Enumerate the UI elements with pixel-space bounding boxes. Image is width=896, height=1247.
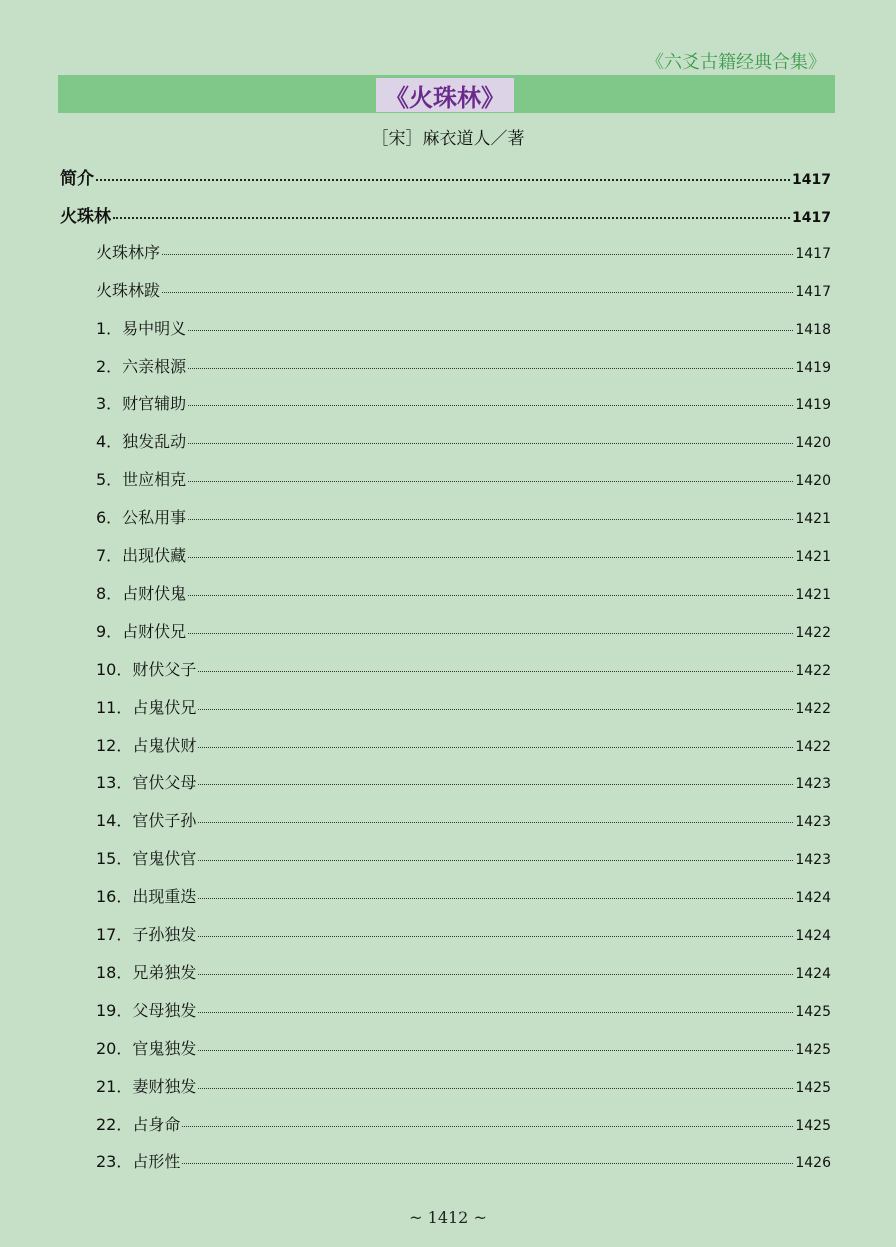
toc-entry-label: 1．易中明义 [96,318,187,338]
toc-entry-page: 1425 [795,1117,831,1134]
toc-dot-leader [188,480,793,482]
toc-entry[interactable] [96,354,831,377]
toc-dot-leader [198,973,793,975]
toc-entry[interactable] [96,998,831,1021]
toc-entry-page: 1417 [795,245,831,262]
toc-dot-leader [198,859,793,861]
toc-entry-page: 1417 [792,209,831,226]
toc-entry[interactable] [96,884,831,907]
toc-entry-label: 18．兄弟独发 [96,962,197,982]
toc-entry-label: 2．六亲根源 [96,356,187,376]
toc-entry-page: 1425 [795,1041,831,1058]
toc-entry-page: 1424 [795,928,831,944]
toc-entry[interactable] [96,657,831,680]
page-number: ~ 1412 ~ [409,1208,487,1227]
toc-entry-label: 火珠林序 [96,242,161,262]
toc-entry-page: 1417 [792,172,831,188]
toc-dot-leader [162,253,793,255]
toc-entry-page: 1419 [795,359,831,376]
toc-entry-label: 10．财伏父子 [96,659,197,679]
toc-dot-leader [198,821,793,823]
toc-entry-page: 1420 [795,473,831,490]
toc-entry[interactable] [96,922,831,945]
toc-entry[interactable] [96,543,831,566]
toc-entry[interactable] [96,391,831,414]
toc-dot-leader [96,178,790,181]
toc-entry-label: 14．官伏子孙 [96,811,197,831]
toc-dot-leader [188,367,793,369]
toc-entry-page: 1421 [795,549,831,565]
toc-entry-label: 12．占鬼伏财 [96,735,197,755]
toc-entry[interactable] [96,278,831,301]
toc-dot-leader [188,556,793,558]
toc-dot-leader [188,594,793,596]
toc-entry[interactable] [96,1112,831,1135]
toc-entry[interactable] [96,619,831,642]
toc-entry-page: 1418 [795,321,831,338]
toc-entry-label: 9．占财伏兄 [96,621,187,641]
toc-entry-page: 1423 [795,852,831,869]
toc-entry-label: 22．占身命 [96,1114,181,1134]
toc-dot-leader [198,783,793,785]
toc-entry-label: 7．出现伏藏 [96,546,187,565]
book-author: ［宋］麻衣道人／著 [371,129,525,149]
toc-entry[interactable] [96,1074,831,1097]
toc-entry[interactable] [60,164,831,189]
toc-entry-page: 1420 [795,435,831,452]
toc-entry-label: 11．占鬼伏兄 [96,697,197,717]
toc-dot-leader [182,1162,793,1164]
toc-entry-label: 火珠林 [60,206,111,227]
toc-dot-leader [198,746,793,748]
toc-entry-page: 1417 [795,283,831,300]
toc-entry[interactable] [96,505,831,528]
toc-entry[interactable] [96,695,831,718]
toc-entry-label: 13．官伏父母 [96,773,197,793]
toc-entry-label: 5．世应相克 [96,470,187,490]
toc-dot-leader [188,632,793,634]
toc-entry-page: 1425 [795,1003,831,1020]
toc-entry[interactable] [96,581,831,604]
toc-entry[interactable] [96,846,831,869]
toc-entry-page: 1422 [795,700,831,717]
toc-entry[interactable] [96,467,831,490]
toc-entry-page: 1422 [795,624,831,641]
toc-entry-page: 1423 [795,776,831,793]
toc-entry-page: 1422 [795,662,831,679]
toc-entry-label: 16．出现重迭 [96,887,197,907]
toc-entry-page: 1426 [795,1155,831,1172]
toc-entry[interactable] [96,1149,831,1172]
toc-entry[interactable] [96,733,831,756]
toc-dot-leader [198,935,793,937]
book-title: 《火珠林》 [376,78,514,112]
toc-dot-leader [188,329,793,331]
toc-entry-page: 1424 [795,890,831,907]
toc-entry-label: 8．占财伏鬼 [96,583,187,603]
toc-entry-page: 1422 [795,738,831,755]
toc-entry-label: 简介 [60,169,94,189]
toc-entry[interactable] [96,808,831,831]
toc-entry-label: 19．父母独发 [96,1000,197,1020]
toc-entry-label: 火珠林跋 [96,280,161,300]
toc-dot-leader [162,291,793,293]
toc-entry-page: 1421 [795,586,831,603]
toc-dot-leader [198,708,793,710]
toc-entry-page: 1419 [795,397,831,414]
toc-entry[interactable] [96,1036,831,1059]
toc-entry-label: 20．官鬼独发 [96,1038,197,1058]
toc-entry-label: 17．子孙独发 [96,925,197,944]
toc-dot-leader [198,670,793,672]
toc-entry-label: 3．财官辅助 [96,394,187,414]
toc-dot-leader [198,1087,793,1089]
toc-entry[interactable] [96,240,831,263]
series-title: 《六爻古籍经典合集》 [646,52,826,73]
toc-dot-leader [188,404,793,406]
toc-entry[interactable] [96,316,831,339]
toc-dot-leader [198,897,793,899]
toc-entry-label: 6．公私用事 [96,508,187,528]
toc-entry-page: 1425 [795,1079,831,1096]
toc-entry-page: 1424 [795,965,831,982]
toc-dot-leader [182,1125,793,1127]
toc-entry[interactable] [60,202,831,227]
toc-dot-leader [113,216,790,219]
toc-entry-label: 23．占形性 [96,1152,181,1172]
toc-dot-leader [188,442,793,444]
toc-entry[interactable] [96,960,831,983]
toc-dot-leader [188,518,793,520]
toc-entry[interactable] [96,429,831,452]
toc-entry[interactable] [96,770,831,793]
toc-entry-label: 15．官鬼伏官 [96,849,197,869]
toc-dot-leader [198,1049,793,1051]
toc-entry-label: 4．独发乱动 [96,432,187,452]
toc-entry-page: 1421 [795,511,831,528]
toc-dot-leader [198,1011,793,1013]
toc-entry-label: 21．妻财独发 [96,1076,197,1096]
toc-entry-page: 1423 [795,814,831,831]
